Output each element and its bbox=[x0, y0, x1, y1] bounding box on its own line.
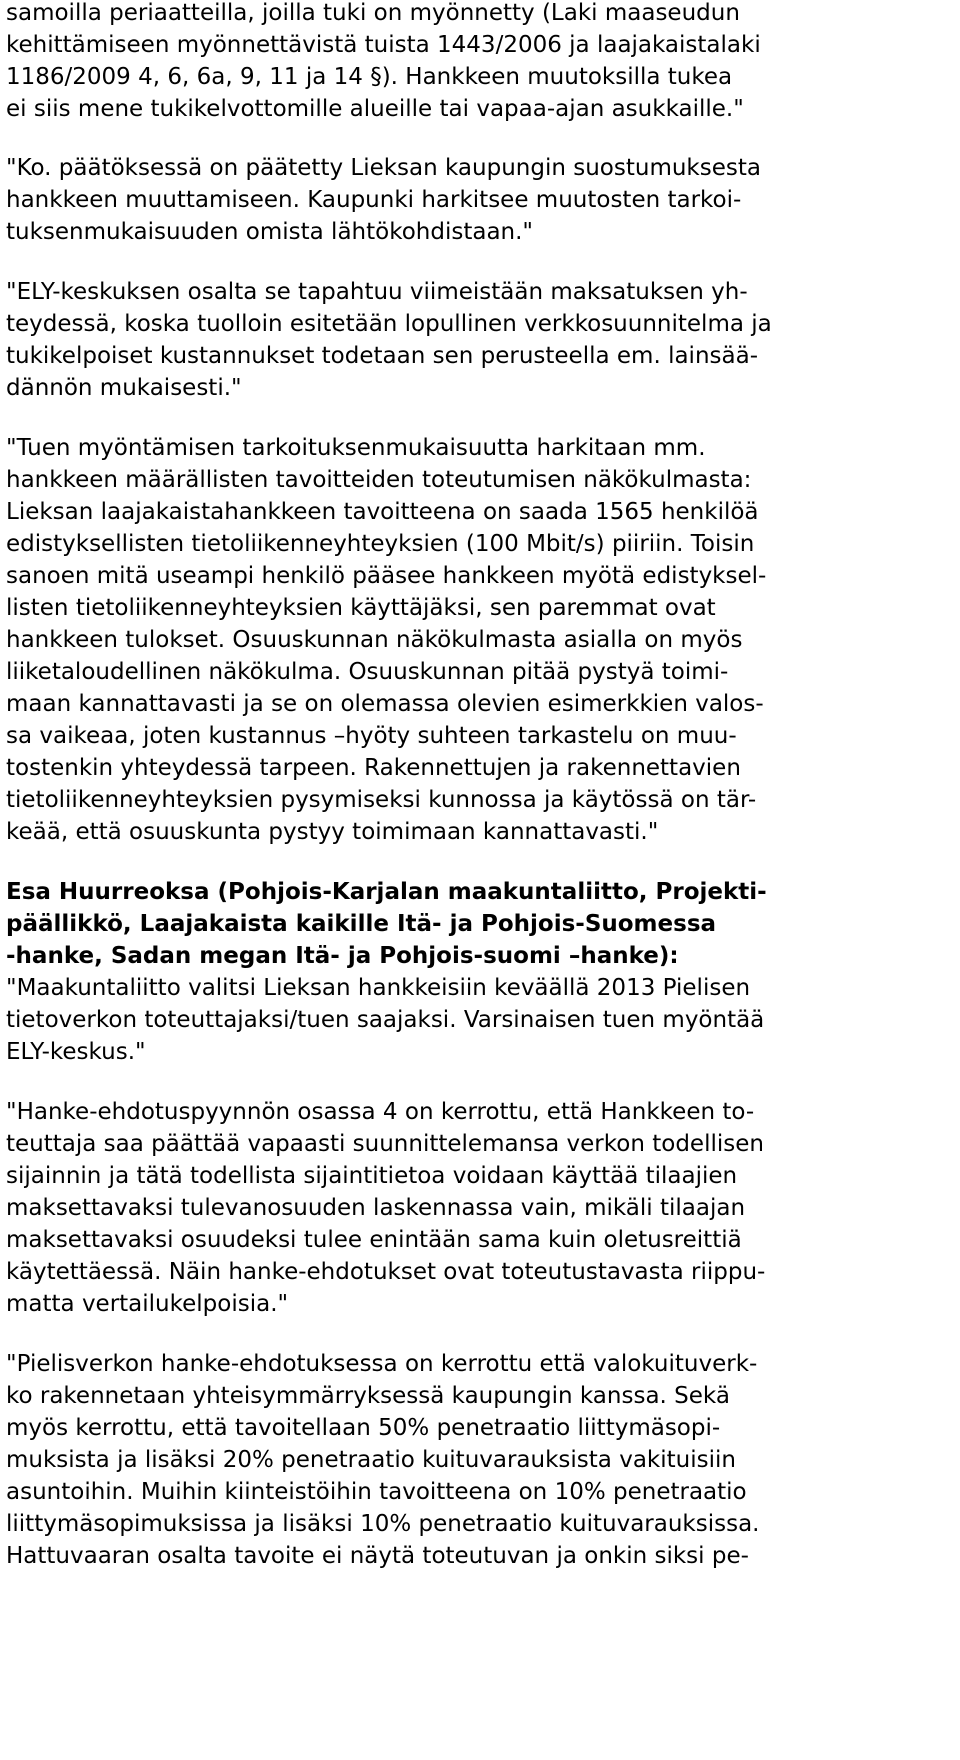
text-line: tukikelpoiset kustannukset todetaan sen perusteella em. lainsää- bbox=[6, 343, 758, 369]
text-line: ko rakennetaan yhteisymmärryksessä kaupungin kanssa. Sekä bbox=[6, 1383, 730, 1409]
text-line: dännön mukaisesti." bbox=[6, 375, 242, 401]
text-line: myös kerrottu, että tavoitellaan 50% penetraatio liittymäsopi- bbox=[6, 1415, 721, 1441]
speaker-heading-line: -hanke, Sadan megan Itä- ja Pohjois-suomi –hanke): bbox=[6, 943, 679, 969]
text-line: käytettäessä. Näin hanke-ehdotukset ovat toteutustavasta riippu- bbox=[6, 1259, 766, 1285]
text-line: maan kannattavasti ja se on olemassa olevien esimerkkien valos- bbox=[6, 691, 764, 717]
text-line: liiketaloudellinen näkökulma. Osuuskunnan pitää pystyä toimi- bbox=[6, 659, 729, 685]
text-line: matta vertailukelpoisia." bbox=[6, 1291, 289, 1317]
text-line: sijainnin ja tätä todellista sijaintitietoa voidaan käyttää tilaajien bbox=[6, 1163, 738, 1189]
text-line: 1186/2009 4, 6, 6a, 9, 11 ja 14 §). Hankkeen muutoksilla tukea bbox=[6, 64, 733, 90]
text-line: listen tietoliikenneyhteyksien käyttäjäksi, sen paremmat ovat bbox=[6, 595, 716, 621]
text-line: "Tuen myöntämisen tarkoituksenmukaisuutta harkitaan mm. bbox=[6, 435, 706, 461]
text-line: muksista ja lisäksi 20% penetraatio kuituvarauksista vakituisiin bbox=[6, 1447, 736, 1473]
text-line: hankkeen muuttamiseen. Kaupunki harkitsee muutosten tarkoi- bbox=[6, 187, 742, 213]
text-line: samoilla periaatteilla, joilla tuki on myönnetty (Laki maaseudun bbox=[6, 0, 740, 26]
speaker-heading-line: päällikkö, Laajakaista kaikille Itä- ja Pohjois-Suomessa bbox=[6, 911, 717, 937]
text-line: asuntoihin. Muihin kiinteistöihin tavoitteena on 10% penetraatio bbox=[6, 1479, 747, 1505]
text-line: tostenkin yhteydessä tarpeen. Rakennettujen ja rakennettavien bbox=[6, 755, 741, 781]
text-line: sanoen mitä useampi henkilö pääsee hankkeen myötä edistyksel- bbox=[6, 563, 767, 589]
text-line: sa vaikeaa, joten kustannus –hyöty suhteen tarkastelu on muu- bbox=[6, 723, 737, 749]
text-line: liittymäsopimuksissa ja lisäksi 10% penetraatio kuituvarauksissa. bbox=[6, 1511, 760, 1537]
speaker-heading-line: Esa Huurreoksa (Pohjois-Karjalan maakuntaliitto, Projekti- bbox=[6, 879, 767, 905]
text-line: kehittämiseen myönnettävistä tuista 1443/2006 ja laajakaistalaki bbox=[6, 32, 761, 58]
text-line: "Hanke-ehdotuspyynnön osassa 4 on kerrottu, että Hankkeen to- bbox=[6, 1099, 755, 1125]
text-line: "Maakuntaliitto valitsi Lieksan hankkeisiin keväällä 2013 Pielisen bbox=[6, 975, 751, 1001]
text-line: hankkeen määrällisten tavoitteiden toteutumisen näkökulmasta: bbox=[6, 467, 752, 493]
text-line: tietoliikenneyhteyksien pysymiseksi kunnossa ja käytössä on tär- bbox=[6, 787, 757, 813]
text-line: "ELY-keskuksen osalta se tapahtuu viimeistään maksatuksen yh- bbox=[6, 279, 748, 305]
text-line: maksettavaksi tulevanosuuden laskennassa vain, mikäli tilaajan bbox=[6, 1195, 746, 1221]
text-line: teuttaja saa päättää vapaasti suunnittelemansa verkon todellisen bbox=[6, 1131, 764, 1157]
text-line: "Pielisverkon hanke-ehdotuksessa on kerrottu että valokuituverk- bbox=[6, 1351, 758, 1377]
text-line: ELY-keskus." bbox=[6, 1039, 146, 1065]
text-line: Lieksan laajakaistahankkeen tavoitteena on saada 1565 henkilöä bbox=[6, 499, 759, 525]
text-line: hankkeen tulokset. Osuuskunnan näkökulmasta asialla on myös bbox=[6, 627, 743, 653]
text-line: edistyksellisten tietoliikenneyhteyksien (100 Mbit/s) piiriin. Toisin bbox=[6, 531, 755, 557]
text-line: maksettavaksi osuudeksi tulee enintään sama kuin oletusreittiä bbox=[6, 1227, 742, 1253]
text-line: tuksenmukaisuuden omista lähtökohdistaan." bbox=[6, 219, 534, 245]
text-line: ei siis mene tukikelvottomille alueille tai vapaa-ajan asukkaille." bbox=[6, 96, 744, 122]
text-line: teydessä, koska tuolloin esitetään lopullinen verkkosuunnitelma ja bbox=[6, 311, 772, 337]
text-line: tietoverkon toteuttajaksi/tuen saajaksi. Varsinaisen tuen myöntää bbox=[6, 1007, 765, 1033]
text-line: Hattuvaaran osalta tavoite ei näytä toteutuvan ja onkin siksi pe- bbox=[6, 1543, 749, 1569]
text-line: keää, että osuuskunta pystyy toimimaan kannattavasti." bbox=[6, 819, 659, 845]
text-line: "Ko. päätöksessä on päätetty Lieksan kaupungin suostumuksesta bbox=[6, 155, 761, 181]
